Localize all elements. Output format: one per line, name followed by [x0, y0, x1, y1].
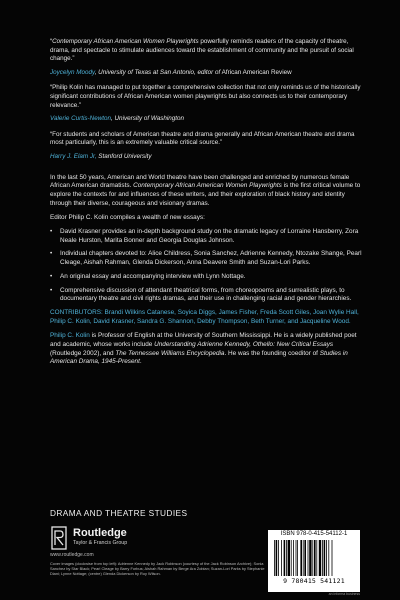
publisher-group: Taylor & Francis Group	[73, 540, 128, 546]
quote-affiliation-role: editor of	[197, 68, 221, 76]
barcode-bar	[296, 540, 297, 576]
quote-affiliation: Stanford University	[96, 152, 152, 160]
essay-list	[50, 228, 362, 304]
barcode-bar	[324, 540, 326, 576]
description-text-continued: is the first critical volume to explore the contexts for and influences of these writers, and their exploration of black history and identity through their diverse, courageous and visionary dramas.	[50, 182, 361, 207]
barcode-bar	[284, 540, 286, 576]
barcode-bar	[316, 540, 317, 576]
barcode-bar	[326, 540, 327, 576]
barcode-bar	[276, 540, 278, 576]
publisher-logo	[50, 526, 140, 550]
description-book-title: Contemporary African American Women Playwrights	[133, 182, 282, 190]
barcode-bar	[332, 540, 333, 576]
bio-text: . He was the founding coeditor of	[224, 349, 320, 357]
barcode-bar	[308, 540, 309, 576]
publisher-name: Routledge	[73, 527, 127, 539]
bio-work-title: Studies in American Drama, 1945-Present	[50, 349, 348, 366]
barcode-bar	[328, 540, 329, 576]
list-item-text: An original essay and accompanying interview with Lynn Nottage.	[60, 272, 246, 280]
cover-text-block	[50, 38, 362, 367]
contributors-list: CONTRIBUTORS: Brandi Wilkins Catanese, Soyica Diggs, James Fisher, Freda Scott Giles, Joan Wylie Hall, Philip C. Kolin, David Krasner, Sandra G. Shannon, Debby Thompson, Beth Turner, and Jacqueline Wood.	[50, 308, 359, 325]
quote-author: Joycelyn Moody	[50, 68, 95, 76]
barcode-bar	[297, 540, 298, 576]
barcode-bar	[322, 540, 323, 576]
editor-bio	[50, 332, 362, 367]
bio-work-title: Understanding Adrienne Kennedy, Othello: New Critical Essays	[154, 341, 334, 349]
barcode-bar	[278, 540, 279, 576]
book-description	[50, 174, 362, 209]
bullet-icon: •	[50, 250, 53, 258]
barcode-bar	[319, 540, 321, 576]
barcode-bar	[293, 540, 294, 576]
barcode-bars	[274, 540, 354, 576]
quote-text: powerfully reminds readers of the capacity of theatre, drama, and spectacle to stimulate audiences toward the establishment of community and the pursuit of social change.”	[50, 38, 354, 63]
editor-name: Philip C. Kolin	[50, 332, 90, 340]
barcode-bar	[304, 540, 306, 576]
list-item	[50, 250, 362, 267]
quote-affiliation: , University of Texas at San Antonio,	[94, 68, 198, 76]
quote-author: Harry J. Elam Jr,	[50, 152, 97, 160]
list-item	[50, 287, 362, 304]
editor-line: Editor Philip C. Kolin compiles a wealth of new essays:	[50, 214, 205, 222]
bio-work-title: The Tennessee Williams Encyclopedia	[115, 349, 225, 357]
barcode-bar	[291, 540, 292, 576]
description-text: In the last 50 years, American and World theatre have been challenged and enriched by numerous female African American dramatists.	[50, 173, 350, 190]
barcode-bar	[288, 540, 290, 576]
barcode-bar	[312, 540, 313, 576]
barcode-bar	[300, 540, 302, 576]
bullet-icon: •	[50, 286, 53, 294]
cover-image-credits: Cover images (clockwise from top left): Adrienne Kennedy by Jack Robinson (courtesy of the Jack Robinson Archive); Sonia Sanchez by Star Black; Pearl Cleage by Barry Forbus; Aishah Rahman by Berge Ara Zobian; Suzan-Lori Parks by Stephanie Diani; Lynne Nottage; (centre) Glenda Dickerson by Roy Wilson.	[50, 561, 265, 576]
publisher-url[interactable]: www.routledge.com	[50, 552, 94, 558]
quote-affiliation: , University of Washington	[111, 115, 185, 123]
bullet-icon: •	[50, 228, 53, 236]
barcode-digits: 9 780415 541121	[283, 577, 345, 585]
quote-1: “Contemporary African American Women Playwrights powerfully reminds readers of the capacity of theatre, drama, and spectacle to stimulate audiences toward the establishment of community and the pursuit of social change.”	[50, 38, 354, 63]
list-item-text: Comprehensive discussion of attendant theatrical forms, from choreopoems and surrealistic plays, to documentary theatre and civil rights dramas, and their use in challenging racial and gender hierarchies.	[60, 286, 352, 303]
bullet-icon: •	[50, 272, 53, 280]
barcode-bar	[274, 540, 275, 576]
quote-3-attribution	[50, 153, 362, 162]
quote-2-attribution	[50, 115, 362, 124]
list-item-text: David Krasner provides an in-depth background study on the dramatic legacy of Lorraine Hansberry, Zora Neale Hurston, Marita Bonner and Georgia Douglas Johnson.	[60, 228, 359, 244]
quote-2: “Philip Kolin has managed to put together a comprehensive collection that not only reminds us of the historically significant contributions of African American women playwrights but also connects us to their contemporary relevance.”	[50, 84, 361, 109]
list-item-text: Individual chapters devoted to: Alice Childress, Sonia Sanchez, Adrienne Kennedy, Ntozake Shange, Pearl Cleage, Aishah Rahman, Glenda Dickerson, Anna Deavere Smith and Suzan-Lori Parks.	[60, 250, 362, 267]
bio-text: .	[139, 358, 142, 366]
quote-author: Valerie Curtis-Newton	[50, 115, 112, 123]
barcode-bar	[309, 540, 311, 576]
barcode-bar	[286, 540, 287, 576]
list-item	[50, 228, 362, 245]
quote-1-attribution	[50, 69, 362, 78]
series-label: DRAMA AND THEATRE STUDIES	[50, 508, 188, 518]
bio-text: (Routledge 2002), and	[50, 349, 116, 357]
barcode-bar	[303, 540, 304, 576]
quote-3: “For students and scholars of American theatre and drama generally and African American theatre and drama most particularly, this is an extremely valuable critical source.”	[50, 130, 355, 147]
barcode-bar	[314, 540, 316, 576]
routledge-logo-icon	[50, 526, 68, 550]
barcode	[268, 530, 360, 592]
quote-book-title: Contemporary African American Women Playwrights	[52, 38, 199, 45]
quote-affiliation-journal: African American Review	[220, 68, 292, 76]
list-item	[50, 273, 362, 282]
bio-text: is Professor of English at the University of Southern Mississippi. He is a widely published poet and academic, whose works include	[50, 332, 357, 349]
isbn-label: ISBN 978-0-415-54112-1	[280, 531, 348, 537]
informa-line: an informa business	[328, 592, 360, 596]
barcode-bar	[281, 540, 282, 576]
